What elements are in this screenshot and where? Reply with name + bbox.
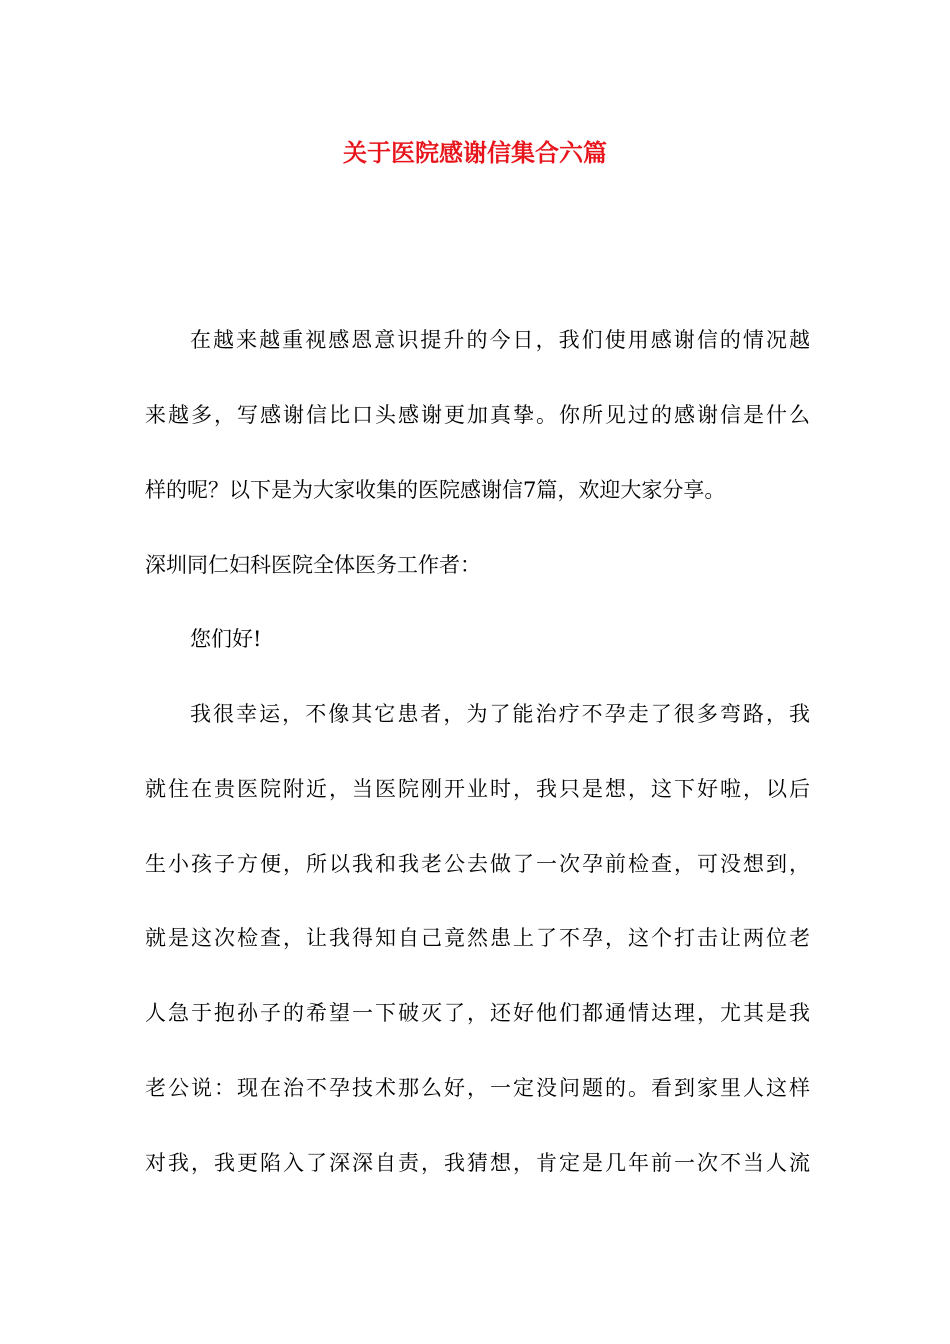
paragraph-line: 我很幸运，不像其它患者，为了能治疗不孕走了很多弯路，我 (190, 702, 810, 726)
paragraph-line: 来越多，写感谢信比口头感谢更加真挚。你所见过的感谢信是什么 (145, 403, 810, 427)
paragraph-line: 人急于抱孙子的希望一下破灭了，还好他们都通情达理，尤其是我 (145, 1001, 810, 1025)
greeting-line: 您们好! (190, 627, 262, 651)
paragraph-line: 就是这次检查，让我得知自己竟然患上了不孕，这个打击让两位老 (145, 926, 810, 950)
paragraph-line: 老公说：现在治不孕技术那么好，一定没问题的。看到家里人这样 (145, 1076, 810, 1100)
paragraph-line: 生小孩子方便，所以我和我老公去做了一次孕前检查，可没想到， (145, 852, 810, 876)
paragraph-line: 样的呢？以下是为大家收集的医院感谢信7篇，欢迎大家分享。 (145, 478, 726, 502)
document-title: 关于医院感谢信集合六篇 (343, 138, 607, 167)
salutation-line: 深圳同仁妇科医院全体医务工作者： (145, 553, 481, 577)
paragraph-line: 对我，我更陷入了深深自责，我猜想，肯定是几年前一次不当人流 (145, 1151, 810, 1175)
paragraph-line: 在越来越重视感恩意识提升的今日，我们使用感谢信的情况越 (190, 328, 810, 352)
paragraph-line: 就住在贵医院附近，当医院刚开业时，我只是想，这下好啦，以后 (145, 777, 810, 801)
